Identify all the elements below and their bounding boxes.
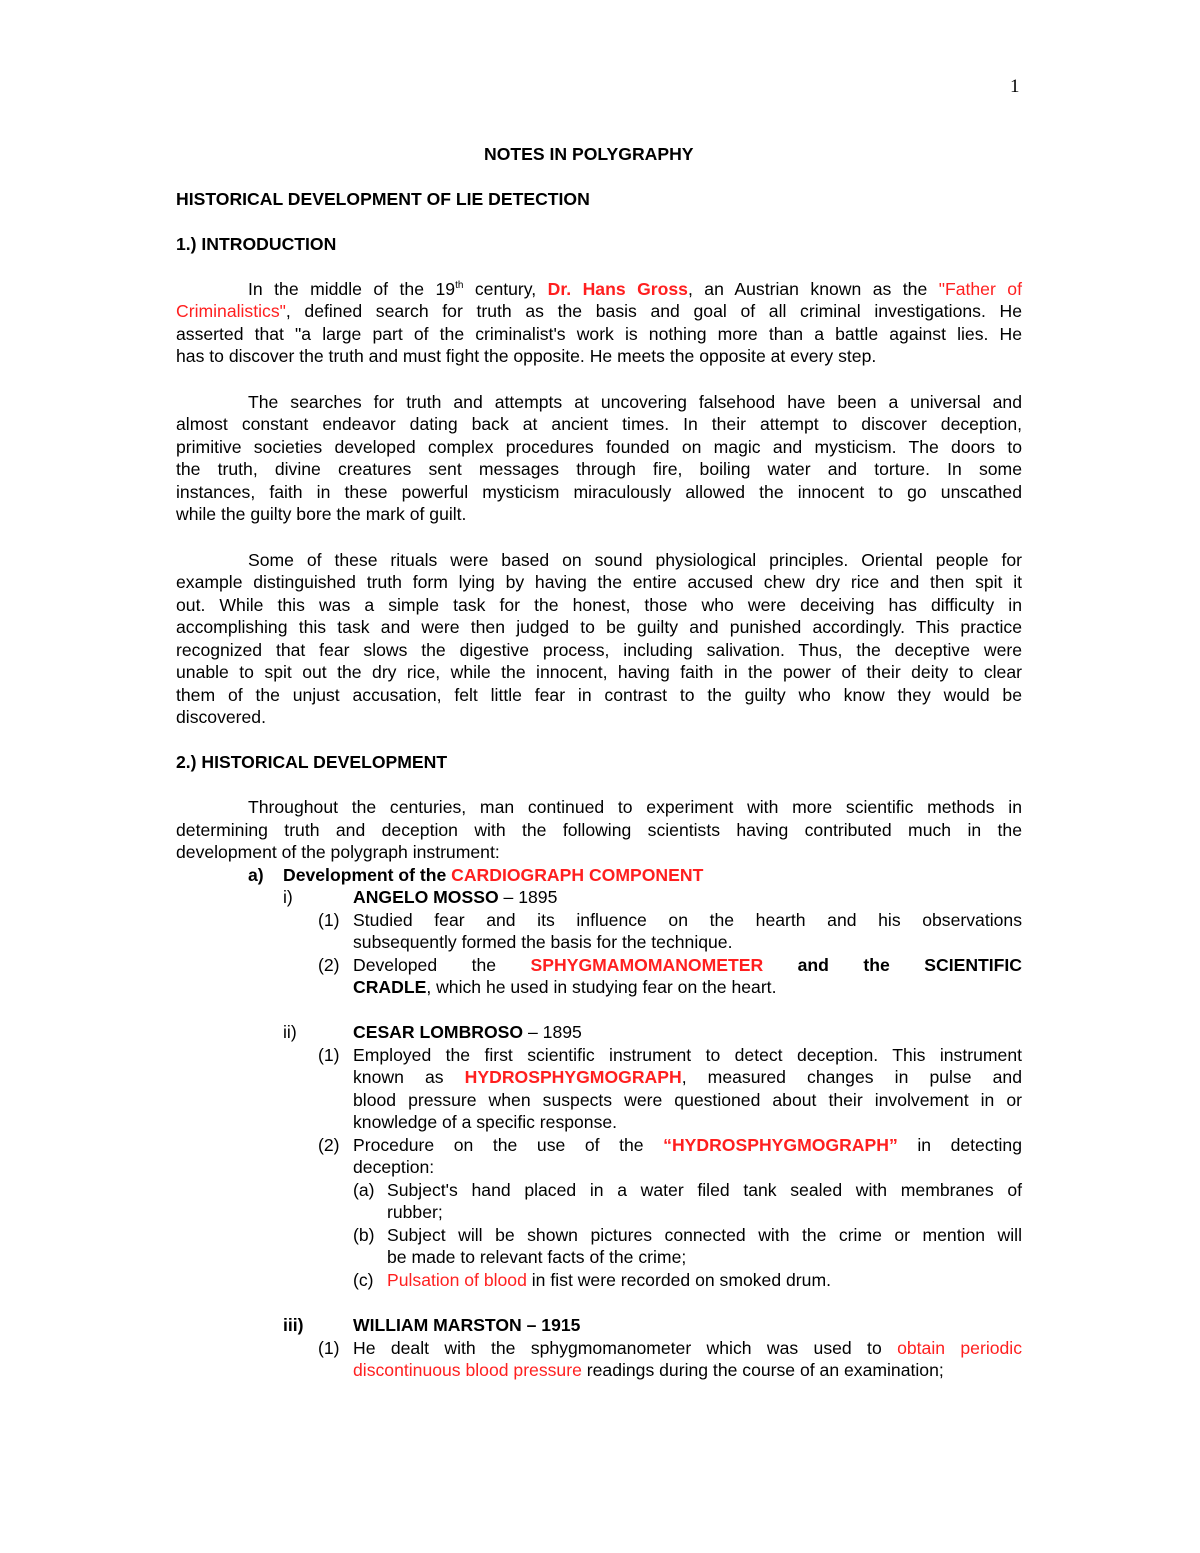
item-marker: (1) bbox=[318, 910, 340, 930]
intro-p2-line: The searches for truth and attempts at uncovering falsehood have been a universal and bbox=[248, 392, 1022, 412]
list-marker-i: i) bbox=[283, 887, 293, 907]
intro-p3-line: recognized that fear slows the digestive process, including salivation. Thus, the deceptive were bbox=[176, 640, 1022, 660]
scientist-angelo-mosso: ANGELO MOSSO – 1895 bbox=[353, 887, 558, 907]
heading-historical-development: 2.) HISTORICAL DEVELOPMENT bbox=[176, 752, 448, 772]
marston-item1-line: discontinuous blood pressure readings during the course of an examination; bbox=[353, 1360, 944, 1380]
item-marker: (1) bbox=[318, 1338, 340, 1358]
list-marker-a: a) bbox=[248, 865, 264, 885]
intro-p1-line3: asserted that "a large part of the criminalist's work is nothing more than a battle against lies. He bbox=[176, 324, 1022, 344]
intro-p2-line: primitive societies developed complex procedures founded on magic and mysticism. The doors to bbox=[176, 437, 1022, 457]
lombroso-item2-line: Procedure on the use of the “HYDROSPHYGMOGRAPH” in detecting bbox=[353, 1135, 1022, 1155]
lombroso-item1-line: known as HYDROSPHYGMOGRAPH, measured changes in pulse and bbox=[353, 1067, 1022, 1087]
history-intro-line: development of the polygraph instrument: bbox=[176, 842, 500, 862]
item-marker: (2) bbox=[318, 1135, 340, 1155]
intro-p2-line: almost constant endeavor dating back at ancient times. In their attempt to discover deception, bbox=[176, 414, 1022, 434]
item-marker: (1) bbox=[318, 1045, 340, 1065]
intro-p3-line: example distinguished truth form lying by having the entire accused chew dry rice and then spit it bbox=[176, 572, 1022, 592]
subsection-cardiograph: Development of the CARDIOGRAPH COMPONENT bbox=[283, 865, 704, 885]
document-title: NOTES IN POLYGRAPHY bbox=[484, 144, 694, 164]
mosso-item1-line: subsequently formed the basis for the technique. bbox=[353, 932, 733, 952]
mosso-item2-line: CRADLE, which he used in studying fear on the heart. bbox=[353, 977, 777, 997]
history-intro-line: determining truth and deception with the following scientists having contributed much in the bbox=[176, 820, 1022, 840]
intro-p3-line: out. While this was a simple task for the honest, those who were deceiving has difficulty in bbox=[176, 595, 1022, 615]
item-marker: (2) bbox=[318, 955, 340, 975]
term-sphygmamomanometer: SPHYGMAMOMANOMETER bbox=[530, 955, 764, 975]
intro-p1-line1: In the middle of the 19th century, Dr. Hans Gross, an Austrian known as the "Father of bbox=[248, 279, 1022, 299]
procedure-step-a: rubber; bbox=[387, 1202, 443, 1222]
lombroso-item1-line: knowledge of a specific response. bbox=[353, 1112, 618, 1132]
procedure-step-a: Subject's hand placed in a water filed tank sealed with membranes of bbox=[387, 1180, 1022, 1200]
name-hans-gross: Dr. Hans Gross bbox=[547, 279, 688, 299]
list-marker-ii: ii) bbox=[283, 1022, 297, 1042]
procedure-step-b: be made to relevant facts of the crime; bbox=[387, 1247, 687, 1267]
lombroso-item1-line: blood pressure when suspects were questioned about their involvement in or bbox=[353, 1090, 1022, 1110]
intro-p3-line: them of the unjust accusation, felt little fear in contrast to the guilty who know they would be bbox=[176, 685, 1022, 705]
section-heading: HISTORICAL DEVELOPMENT OF LIE DETECTION bbox=[176, 189, 590, 209]
term-hydrosphygmograph: HYDROSPHYGMOGRAPH bbox=[464, 1067, 682, 1087]
intro-p3-line: Some of these rituals were based on sound physiological principles. Oriental people for bbox=[248, 550, 1022, 570]
intro-p2-line: instances, faith in these powerful mysticism miraculously allowed the innocent to go unscathed bbox=[176, 482, 1022, 502]
intro-p1-line2: Criminalistics", defined search for truth as the basis and goal of all criminal investigations. He bbox=[176, 301, 1022, 321]
intro-p2-line: while the guilty bore the mark of guilt. bbox=[176, 504, 467, 524]
history-intro-line: Throughout the centuries, man continued to experiment with more scientific methods in bbox=[248, 797, 1022, 817]
scientist-william-marston: WILLIAM MARSTON – 1915 bbox=[353, 1315, 581, 1335]
intro-p3-line: accomplishing this task and were then judged to be guilty and punished accordingly. This practice bbox=[176, 617, 1022, 637]
subitem-marker: (c) bbox=[353, 1270, 374, 1290]
mosso-item1-line: Studied fear and its influence on the hearth and his observations bbox=[353, 910, 1022, 930]
subitem-marker: (b) bbox=[353, 1225, 375, 1245]
subitem-marker: (a) bbox=[353, 1180, 375, 1200]
mosso-item2-line: Developed the SPHYGMAMOMANOMETER and the SCIENTIFIC bbox=[353, 955, 1022, 975]
procedure-step-b: Subject will be shown pictures connected with the crime or mention will bbox=[387, 1225, 1022, 1245]
heading-introduction: 1.) INTRODUCTION bbox=[176, 234, 337, 254]
intro-p3-line: unable to spit out the dry rice, while the innocent, having faith in the power of their deity to clear bbox=[176, 662, 1022, 682]
marston-item1-line: He dealt with the sphygmomanometer which was used to obtain periodic bbox=[353, 1338, 1023, 1358]
scientist-cesar-lombroso: CESAR LOMBROSO – 1895 bbox=[353, 1022, 582, 1042]
page-number: 1 bbox=[1010, 76, 1020, 97]
list-marker-iii: iii) bbox=[283, 1315, 304, 1335]
intro-p1-line4: has to discover the truth and must fight the opposite. He meets the opposite at every step. bbox=[176, 346, 877, 366]
lombroso-item2-line: deception: bbox=[353, 1157, 435, 1177]
intro-p2-line: the truth, divine creatures sent messages through fire, boiling water and torture. In some bbox=[176, 459, 1022, 479]
lombroso-item1-line: Employed the first scientific instrument to detect deception. This instrument bbox=[353, 1045, 1022, 1065]
procedure-step-c: Pulsation of blood in fist were recorded on smoked drum. bbox=[387, 1270, 831, 1290]
intro-p3-line: discovered. bbox=[176, 707, 266, 727]
